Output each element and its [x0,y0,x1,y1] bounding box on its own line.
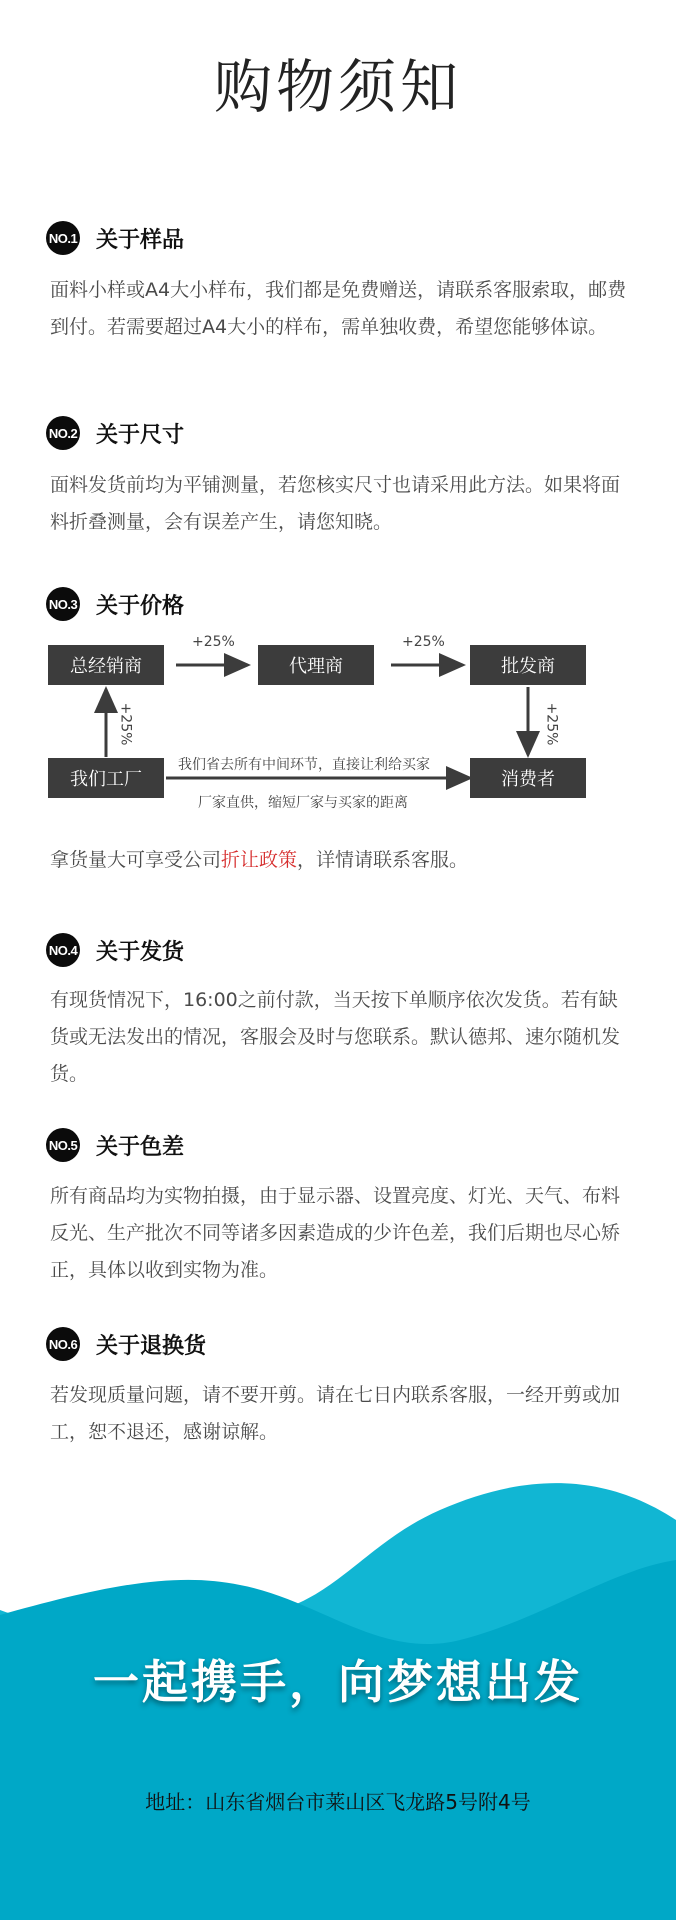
node-general-distributor: 总经销商 [48,645,164,685]
section-returns-header [46,1327,206,1361]
section-shipping-header [46,933,184,967]
markup-label-1: +25% [192,634,235,650]
section-number-badge: NO.2 [46,416,80,450]
section-samples-header [46,221,184,255]
node-wholesaler: 批发商 [470,645,586,685]
price-note [50,842,630,879]
section-title: 关于尺寸 [96,422,185,448]
section-returns-text: 若发现质量问题，请不要开剪。请在七日内联系客服，一经开剪或加工，恕不退还，感谢谅解。 [50,1384,621,1443]
section-price-header [46,587,184,621]
section-number-badge: NO.6 [46,1327,80,1361]
footer-slogan: 一起携手，向梦想出发 [93,1655,583,1709]
section-size-header [46,416,184,450]
node-consumer: 消费者 [470,758,586,798]
markup-label-2: +25% [402,634,445,650]
section-title: 关于色差 [96,1134,185,1160]
section-number-badge: NO.3 [46,587,80,621]
markup-label-3: +25% [117,702,134,746]
section-color-header [46,1128,184,1162]
section-title: 关于退换货 [96,1333,207,1359]
price-note-before: 拿货量大可享受公司 [50,849,222,871]
section-title: 关于发货 [96,939,185,965]
discount-policy-highlight: 折让政策 [221,849,298,871]
section-size-text: 面料发货前均为平铺测量，若您核实尺寸也请采用此方法。如果将面料折叠测量，会有误差产生，请您知晓。 [50,474,621,533]
page-title: 购物须知 [213,53,462,121]
node-our-factory: 我们工厂 [48,758,164,798]
price-note-after: ，详情请联系客服。 [297,849,469,871]
section-color-text: 所有商品均为实物拍摄，由于显示器、设置亮度、灯光、天气、布料反光、生产批次不同等诸多因素造成的少许色差，我们后期也尽心矫正，具体以收到实物为准。 [50,1185,621,1281]
markup-label-4: +25% [543,702,560,746]
direct-supply-line2: 厂家直供，缩短厂家与买家的距离 [198,795,408,811]
direct-supply-line1: 我们省去所有中间环节，直接让利给买家 [178,757,430,773]
section-number-badge: NO.5 [46,1128,80,1162]
section-title: 关于样品 [96,227,185,253]
section-shipping-text: 有现货情况下，16:00之前付款，当天按下单顺序依次发货。若有缺货或无法发出的情况，客服会及时与您联系。默认德邦、速尔随机发货。 [50,989,621,1085]
section-number-badge: NO.1 [46,221,80,255]
node-agent: 代理商 [258,645,374,685]
section-number-badge: NO.4 [46,933,80,967]
section-samples-text: 面料小样或A4大小样布，我们都是免费赠送，请联系客服索取，邮费到付。若需要超过A4大小的样布，需单独收费，希望您能够体谅。 [50,279,627,338]
footer-address: 地址：山东省烟台市莱山区飞龙路5号附4号 [145,1790,531,1814]
section-title: 关于价格 [96,593,185,619]
